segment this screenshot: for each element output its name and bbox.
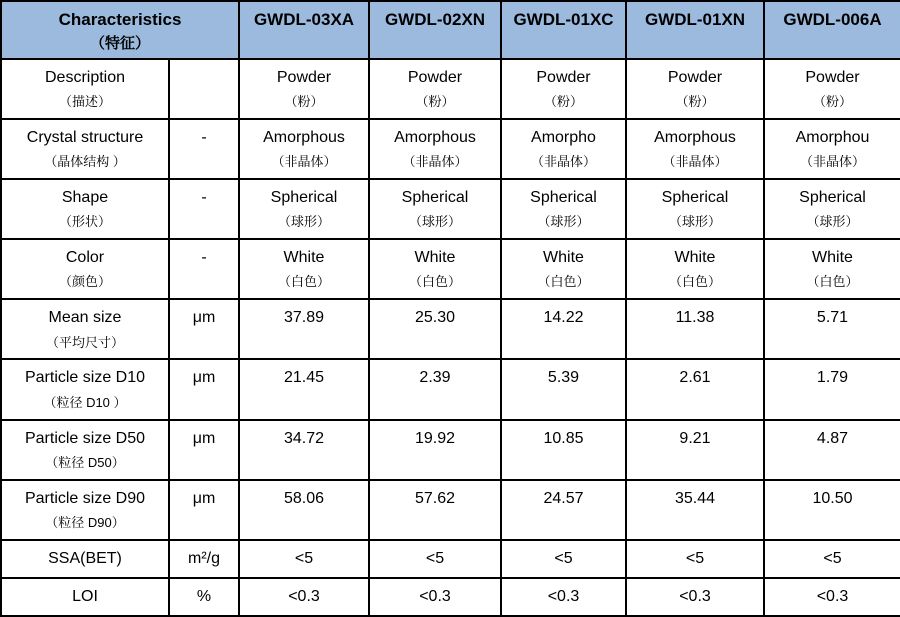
column-header-gwdl-01xn <box>626 1 764 59</box>
row-label: Particle size D10 <box>24 369 146 387</box>
value-cell-ssa-bet-gwdl-03xa <box>239 540 369 578</box>
cell-value: Spherical <box>661 189 729 207</box>
table-row-ssa-bet <box>1 540 900 578</box>
value-cell-shape-gwdl-01xc <box>501 179 626 239</box>
cell-value: 19.92 <box>414 429 456 447</box>
row-label-cell-particle-size-d50 <box>1 420 169 480</box>
value-cell-particle-size-d50-gwdl-01xn <box>626 420 764 480</box>
table-row-crystal-structure <box>1 119 900 179</box>
cell-value: 11.38 <box>675 309 715 327</box>
row-unit-cell-color <box>169 239 239 299</box>
row-unit: μm <box>192 309 216 327</box>
column-header-label: GWDL-01XC <box>513 10 614 29</box>
column-header-label: GWDL-03XA <box>253 10 355 29</box>
value-cell-description-gwdl-006a <box>764 59 900 119</box>
cell-value: <0.3 <box>547 588 580 606</box>
characteristics-label-zh: （特征） <box>89 35 150 53</box>
table-row-loi <box>1 578 900 616</box>
value-cell-particle-size-d10-gwdl-006a <box>764 359 900 419</box>
value-cell-mean-size-gwdl-03xa <box>239 299 369 359</box>
cell-value: 25.30 <box>414 309 456 327</box>
characteristics-header-cell <box>1 1 239 59</box>
cell-value-zh: （球形） <box>668 214 721 230</box>
table-row-mean-size <box>1 299 900 359</box>
cell-value: 34.72 <box>283 429 325 447</box>
row-label-zh: （描述） <box>58 94 111 110</box>
cell-value: White <box>674 249 716 267</box>
cell-value: <5 <box>294 550 314 568</box>
cell-value: 24.57 <box>543 489 584 507</box>
value-cell-shape-gwdl-01xn <box>626 179 764 239</box>
cell-value: Amorpho <box>531 129 596 147</box>
value-cell-crystal-structure-gwdl-01xn <box>626 119 764 179</box>
value-cell-color-gwdl-006a <box>764 239 900 299</box>
value-cell-description-gwdl-03xa <box>239 59 369 119</box>
value-cell-particle-size-d10-gwdl-02xn <box>369 359 501 419</box>
cell-value: 5.71 <box>816 309 849 327</box>
column-header-gwdl-01xc <box>501 1 626 59</box>
table-row-particle-size-d10 <box>1 359 900 419</box>
value-cell-ssa-bet-gwdl-01xc <box>501 540 626 578</box>
row-unit-cell-particle-size-d90 <box>169 480 239 540</box>
value-cell-particle-size-d90-gwdl-03xa <box>239 480 369 540</box>
row-unit-cell-ssa-bet <box>169 540 239 578</box>
value-cell-description-gwdl-01xn <box>626 59 764 119</box>
cell-value: White <box>283 249 325 267</box>
row-label-zh: （颜色） <box>58 274 111 290</box>
value-cell-color-gwdl-03xa <box>239 239 369 299</box>
row-label-zh: （形状） <box>58 214 111 230</box>
value-cell-crystal-structure-gwdl-01xc <box>501 119 626 179</box>
row-unit: - <box>201 189 207 207</box>
value-cell-mean-size-gwdl-01xc <box>501 299 626 359</box>
row-label-cell-loi <box>1 578 169 616</box>
row-label: Mean size <box>48 309 122 327</box>
cell-value: 1.79 <box>816 369 849 387</box>
cell-value: 5.39 <box>547 369 580 387</box>
cell-value: White <box>543 249 584 267</box>
value-cell-particle-size-d90-gwdl-006a <box>764 480 900 540</box>
value-cell-particle-size-d50-gwdl-02xn <box>369 420 501 480</box>
table-row-color <box>1 239 900 299</box>
row-unit-cell-particle-size-d10 <box>169 359 239 419</box>
value-cell-crystal-structure-gwdl-03xa <box>239 119 369 179</box>
cell-value-zh: （白色） <box>537 274 590 290</box>
cell-value-zh: （非晶体） <box>662 154 728 170</box>
cell-value-zh: （粉） <box>415 94 455 110</box>
cell-value: Spherical <box>401 189 469 207</box>
row-label: Particle size D50 <box>24 429 146 447</box>
value-cell-shape-gwdl-02xn <box>369 179 501 239</box>
value-cell-ssa-bet-gwdl-006a <box>764 540 900 578</box>
row-unit: μm <box>192 369 216 387</box>
cell-value: 57.62 <box>414 489 456 507</box>
cell-value-zh: （粉） <box>675 94 715 110</box>
cell-value-zh: （球形） <box>806 214 859 230</box>
cell-value: Powder <box>805 69 860 86</box>
row-unit: m²/g <box>188 550 220 568</box>
header-row <box>1 1 900 59</box>
row-unit: - <box>201 129 207 147</box>
row-unit-cell-description <box>169 59 239 119</box>
column-header-label: GWDL-006A <box>783 10 882 29</box>
value-cell-description-gwdl-02xn <box>369 59 501 119</box>
cell-value-zh: （白色） <box>408 274 461 290</box>
value-cell-color-gwdl-01xn <box>626 239 764 299</box>
cell-value: White <box>812 249 853 267</box>
cell-value-zh: （球形） <box>537 214 590 230</box>
cell-value: White <box>414 249 456 267</box>
cell-value: 10.85 <box>543 429 584 447</box>
value-cell-particle-size-d50-gwdl-006a <box>764 420 900 480</box>
cell-value-zh: （球形） <box>277 214 330 230</box>
value-cell-mean-size-gwdl-01xn <box>626 299 764 359</box>
row-unit: - <box>201 249 207 267</box>
cell-value: Amorphou <box>795 129 870 147</box>
row-label-cell-particle-size-d90 <box>1 480 169 540</box>
cell-value-zh: （非晶体） <box>402 154 468 170</box>
cell-value: 35.44 <box>674 489 716 507</box>
cell-value-zh: （非晶体） <box>530 154 596 170</box>
value-cell-particle-size-d10-gwdl-01xc <box>501 359 626 419</box>
cell-value: Powder <box>667 69 723 86</box>
row-unit-cell-shape <box>169 179 239 239</box>
cell-value-zh: （粉） <box>543 94 583 110</box>
value-cell-ssa-bet-gwdl-02xn <box>369 540 501 578</box>
row-unit-cell-loi <box>169 578 239 616</box>
column-header-gwdl-006a <box>764 1 900 59</box>
row-label: Crystal structure <box>26 129 144 147</box>
row-label-cell-particle-size-d10 <box>1 359 169 419</box>
value-cell-particle-size-d90-gwdl-01xn <box>626 480 764 540</box>
cell-value: 9.21 <box>679 429 711 447</box>
cell-value-zh: （非晶体） <box>271 154 337 170</box>
cell-value: <0.3 <box>419 588 451 606</box>
cell-value: 37.89 <box>283 309 325 327</box>
value-cell-color-gwdl-02xn <box>369 239 501 299</box>
cell-value: 58.06 <box>283 489 325 507</box>
column-header-label: GWDL-02XN <box>384 10 486 29</box>
value-cell-particle-size-d50-gwdl-03xa <box>239 420 369 480</box>
cell-value: Spherical <box>530 189 597 207</box>
row-label-zh: （晶体结构 ） <box>44 154 126 170</box>
table-row-particle-size-d90 <box>1 480 900 540</box>
cell-value: Powder <box>276 69 332 86</box>
row-label-cell-color <box>1 239 169 299</box>
cell-value: <0.3 <box>288 588 320 606</box>
cell-value: Spherical <box>270 189 338 207</box>
cell-value: 14.22 <box>543 309 584 327</box>
table-row-shape <box>1 179 900 239</box>
value-cell-particle-size-d10-gwdl-01xn <box>626 359 764 419</box>
value-cell-loi-gwdl-01xn <box>626 578 764 616</box>
characteristics-label: Characteristics <box>58 10 182 29</box>
row-label: Particle size D90 <box>24 489 146 507</box>
row-label-cell-crystal-structure <box>1 119 169 179</box>
cell-value: Amorphous <box>654 129 736 147</box>
cell-value: <5 <box>425 550 445 568</box>
table-row-description <box>1 59 900 119</box>
column-header-gwdl-03xa <box>239 1 369 59</box>
cell-value: 21.45 <box>283 369 325 387</box>
value-cell-mean-size-gwdl-006a <box>764 299 900 359</box>
cell-value-zh: （粉） <box>812 94 852 110</box>
table-row-particle-size-d50 <box>1 420 900 480</box>
value-cell-shape-gwdl-006a <box>764 179 900 239</box>
cell-value: <0.3 <box>816 588 849 606</box>
cell-value: 2.39 <box>419 369 451 387</box>
cell-value: Spherical <box>799 189 866 207</box>
cell-value: Amorphous <box>394 129 476 147</box>
cell-value-zh: （白色） <box>668 274 721 290</box>
value-cell-description-gwdl-01xc <box>501 59 626 119</box>
value-cell-color-gwdl-01xc <box>501 239 626 299</box>
value-cell-loi-gwdl-03xa <box>239 578 369 616</box>
column-header-gwdl-02xn <box>369 1 501 59</box>
value-cell-crystal-structure-gwdl-006a <box>764 119 900 179</box>
table-body <box>1 59 900 616</box>
value-cell-ssa-bet-gwdl-01xn <box>626 540 764 578</box>
value-cell-particle-size-d50-gwdl-01xc <box>501 420 626 480</box>
cell-value: Powder <box>536 69 591 86</box>
cell-value: <0.3 <box>679 588 711 606</box>
row-label-cell-mean-size <box>1 299 169 359</box>
value-cell-particle-size-d90-gwdl-02xn <box>369 480 501 540</box>
value-cell-shape-gwdl-03xa <box>239 179 369 239</box>
row-label-zh: （粒径 D50） <box>45 454 125 470</box>
column-header-label: GWDL-01XN <box>644 10 746 29</box>
cell-value: 10.50 <box>812 489 853 507</box>
row-unit-cell-crystal-structure <box>169 119 239 179</box>
value-cell-loi-gwdl-02xn <box>369 578 501 616</box>
cell-value: <5 <box>554 550 573 568</box>
cell-value-zh: （非晶体） <box>799 154 865 170</box>
value-cell-particle-size-d10-gwdl-03xa <box>239 359 369 419</box>
row-label-cell-description <box>1 59 169 119</box>
row-label: Color <box>65 249 105 267</box>
row-label: LOI <box>72 588 98 606</box>
row-label-cell-ssa-bet <box>1 540 169 578</box>
row-label-zh: （粒径 D90） <box>45 514 125 530</box>
cell-value: Amorphous <box>263 129 345 147</box>
row-label: Shape <box>61 189 109 207</box>
row-unit-cell-mean-size <box>169 299 239 359</box>
row-label-zh: （平均尺寸） <box>45 334 124 350</box>
cell-value-zh: （白色） <box>806 274 859 290</box>
row-label: Description <box>44 69 126 86</box>
row-label: SSA(BET) <box>48 550 122 568</box>
cell-value: 2.61 <box>679 369 711 387</box>
value-cell-loi-gwdl-006a <box>764 578 900 616</box>
cell-value: <5 <box>685 550 705 568</box>
value-cell-crystal-structure-gwdl-02xn <box>369 119 501 179</box>
row-unit: μm <box>192 489 216 507</box>
table-header <box>1 1 900 59</box>
row-label-zh: （粒径 D10 ） <box>43 394 127 410</box>
value-cell-mean-size-gwdl-02xn <box>369 299 501 359</box>
row-unit-cell-particle-size-d50 <box>169 420 239 480</box>
cell-value: 4.87 <box>816 429 849 447</box>
value-cell-loi-gwdl-01xc <box>501 578 626 616</box>
value-cell-particle-size-d90-gwdl-01xc <box>501 480 626 540</box>
cell-value: <5 <box>823 550 842 568</box>
row-unit: μm <box>192 429 216 447</box>
cell-value: Powder <box>407 69 463 86</box>
row-unit: % <box>196 588 212 606</box>
cell-value-zh: （球形） <box>408 214 461 230</box>
cell-value-zh: （白色） <box>277 274 330 290</box>
row-label-cell-shape <box>1 179 169 239</box>
cell-value-zh: （粉） <box>284 94 324 110</box>
